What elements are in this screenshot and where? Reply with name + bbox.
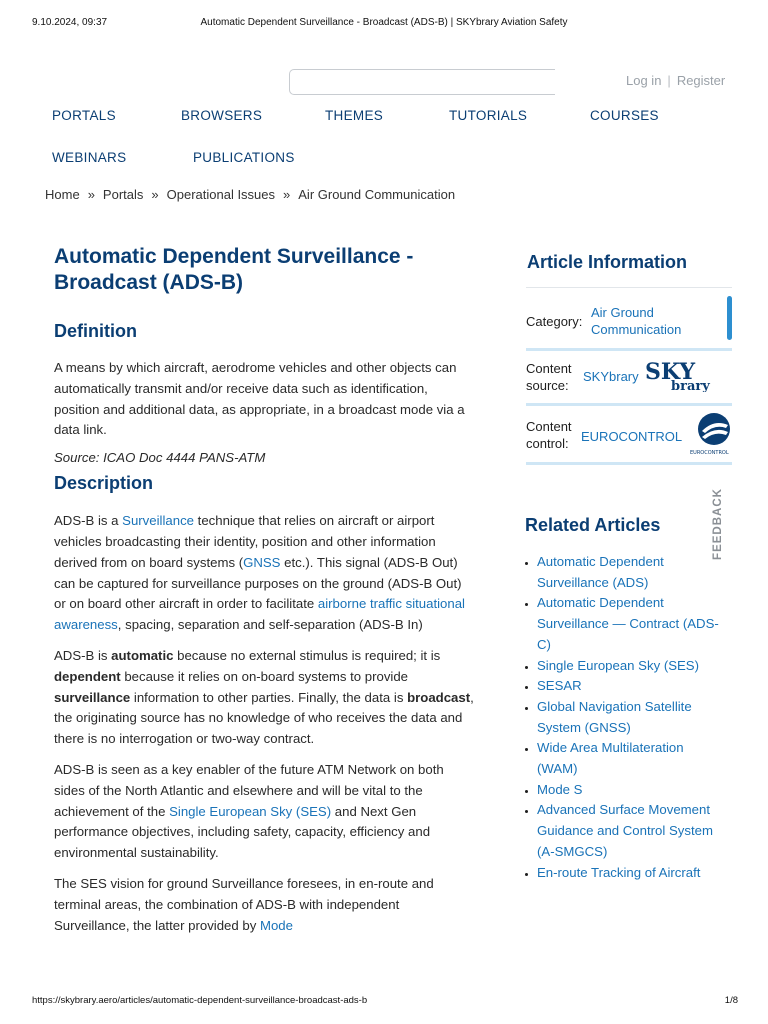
bold-term: surveillance [54, 689, 131, 705]
feedback-tab[interactable]: FEEDBACK [712, 488, 724, 560]
eurocontrol-logo-text: EUROCONTROL [690, 450, 729, 456]
content-control-label: Content control: [526, 419, 572, 451]
related-article-link[interactable]: Advanced Surface Movement Guidance and Control System (A-SMGCS) [537, 802, 713, 859]
nav-publications[interactable]: PUBLICATIONS [193, 150, 295, 165]
text: ADS-B is [54, 647, 112, 663]
breadcrumb-home[interactable]: Home [45, 187, 80, 202]
content-source-link[interactable]: SKYbrary [583, 369, 639, 384]
list-item [537, 676, 725, 697]
related-article-link[interactable]: Wide Area Multilateration (WAM) [537, 740, 684, 777]
list-item [537, 656, 725, 677]
description-paragraph-2 [54, 646, 476, 750]
description-paragraph-4 [54, 874, 476, 936]
text: ADS-B is seen as a key enabler of the future ATM Network on both sides of the North Atlantic and elsewhere and will be vital to the achievement of the [54, 761, 444, 819]
description-heading: Description [54, 473, 154, 494]
text: ADS-B is a [54, 513, 123, 529]
text: because no external stimulus is required; it is [173, 647, 441, 663]
text: , spacing, separation and self-separation (ADS-B In) [117, 617, 423, 633]
text: The SES vision for ground Surveillance foresees, in en-route and terminal areas, the combination of ADS-B with independent Surveillance, the latter provided by [54, 875, 434, 933]
skybrary-logo-brary: brary [671, 379, 710, 392]
category-label: Category: [526, 314, 583, 329]
divider [526, 462, 732, 465]
search-input[interactable] [289, 69, 555, 95]
mode-link[interactable]: Mode [259, 917, 293, 933]
text: , the originating source has no knowledge of who receives the data and there is no interrogation or two-way contract. [54, 689, 474, 747]
register-link[interactable]: Register [676, 73, 726, 88]
divider [526, 348, 732, 351]
nav-webinars[interactable]: WEBINARS [52, 150, 127, 165]
surveillance-link[interactable]: Surveillance [122, 513, 194, 529]
text: and Next Gen performance objectives, including safety, capacity, efficiency and environmental sustainability. [54, 803, 431, 861]
article-main [54, 244, 476, 936]
content-control-link[interactable]: EUROCONTROL [581, 429, 683, 444]
text: technique that relies on aircraft or airport vehicles broadcasting their identity, position and other information derived from on board systems ( [54, 513, 436, 570]
related-article-link[interactable]: Global Navigation Satellite System (GNSS) [537, 698, 692, 735]
related-articles-heading: Related Articles [525, 515, 661, 535]
breadcrumb-air-ground-communication[interactable]: Air Ground Communication [298, 187, 456, 202]
breadcrumb-separator: » [283, 187, 291, 202]
related-articles-list [524, 552, 725, 883]
related-article-link[interactable]: Automatic Dependent Surveillance — Contract (ADS-C) [537, 595, 719, 652]
nav-tutorials[interactable]: TUTORIALS [449, 108, 528, 123]
category-link[interactable]: Air Ground Communication [591, 305, 682, 337]
related-article-link[interactable]: SESAR [537, 678, 582, 694]
list-item [537, 552, 725, 593]
text: because it relies on on-board systems to provide [120, 668, 409, 684]
definition-source: Source: ICAO Doc 4444 PANS-ATM [54, 450, 266, 466]
list-item [537, 738, 725, 779]
nav-browsers[interactable]: BROWSERS [181, 108, 263, 123]
login-link[interactable]: Log in [626, 73, 662, 88]
description-paragraph-3 [54, 760, 476, 864]
eurocontrol-logo [688, 413, 734, 457]
list-item [537, 593, 725, 655]
related-article-link[interactable]: Single European Sky (SES) [537, 657, 699, 673]
airborne-traffic-situational-awareness-link[interactable]: airborne traffic situational awareness [54, 596, 465, 633]
list-item [537, 800, 725, 862]
bold-term: broadcast [407, 689, 471, 705]
auth-links [626, 73, 725, 88]
content-source-label: Content source: [526, 361, 572, 393]
divider [526, 287, 732, 288]
related-article-link[interactable]: Automatic Dependent Surveillance (ADS) [537, 554, 664, 590]
nav-portals[interactable]: PORTALS [52, 108, 116, 123]
breadcrumb [45, 187, 455, 202]
bold-term: automatic [111, 647, 174, 663]
definition-text: A means by which aircraft, aerodrome vehicles and other objects can automatically transmit and/or receive data such as identification, position and additional data, as appropriate, in a broadcast mode via a data link. [54, 360, 465, 438]
info-row-category [526, 304, 732, 340]
auth-separator: | [667, 73, 671, 88]
gnss-link[interactable]: GNSS [243, 554, 281, 570]
print-page-number: 1/8 [724, 995, 738, 1006]
skybrary-logo [645, 360, 715, 392]
list-item [537, 780, 725, 801]
print-title: Automatic Dependent Surveillance - Broadcast (ADS-B) | SKYbrary Aviation Safety [200, 17, 568, 28]
breadcrumb-separator: » [87, 187, 95, 202]
description-paragraph-1 [54, 511, 476, 636]
related-article-link[interactable]: Mode S [537, 781, 583, 797]
print-url: https://skybrary.aero/articles/automatic-dependent-surveillance-broadcast-ads-b [32, 995, 368, 1006]
page-title: Automatic Dependent Surveillance - Broadcast (ADS-B) [54, 245, 414, 294]
breadcrumb-separator: » [151, 187, 159, 202]
single-european-sky-link[interactable]: Single European Sky (SES) [169, 803, 332, 819]
breadcrumb-portals[interactable]: Portals [102, 187, 144, 202]
skybrary-logo-sky: SKY [645, 360, 696, 385]
info-row-source [526, 360, 732, 396]
bold-term: dependent [54, 668, 121, 684]
nav-themes[interactable]: THEMES [325, 108, 384, 123]
list-item [537, 863, 725, 884]
nav-courses[interactable]: COURSES [590, 108, 659, 123]
text: information to other parties. Finally, the data is [130, 689, 408, 705]
print-date: 9.10.2024, 09:37 [32, 17, 108, 28]
divider [526, 403, 732, 406]
text: etc.). This signal (ADS-B Out) can be captured for surveillance purposes on the ground (ADS-B Out) or on board other aircraft in order to facilitate [54, 554, 462, 612]
article-information-heading: Article Information [527, 252, 688, 272]
related-article-link[interactable]: En-route Tracking of Aircraft [537, 864, 701, 880]
info-row-control [526, 418, 732, 454]
breadcrumb-operational-issues[interactable]: Operational Issues [166, 187, 276, 202]
definition-heading: Definition [54, 321, 137, 341]
list-item [537, 697, 725, 738]
